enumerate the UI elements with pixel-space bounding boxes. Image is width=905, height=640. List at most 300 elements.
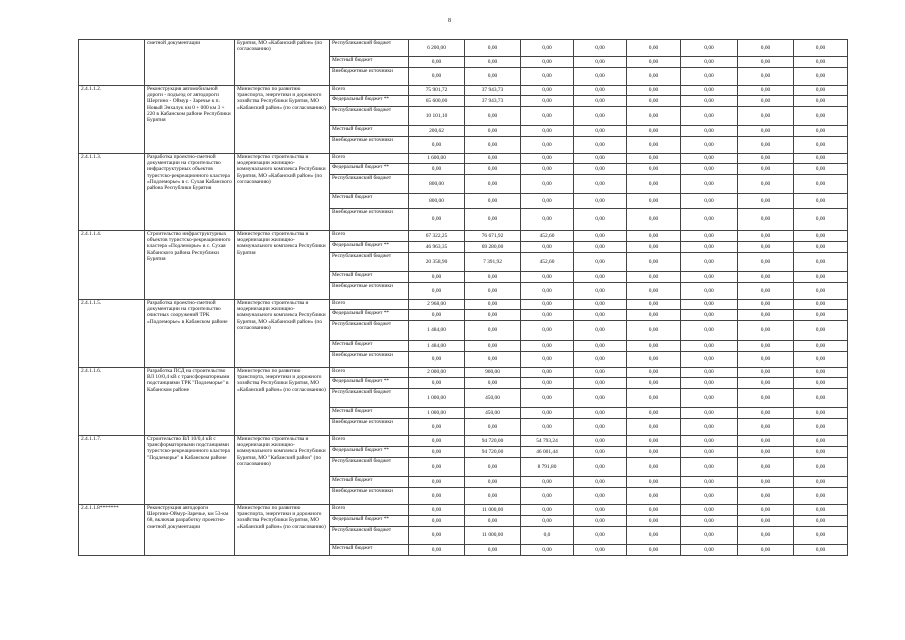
funding-source: Республиканский бюджет bbox=[330, 175, 409, 194]
table-row bbox=[79, 231, 848, 242]
amount-cell: 37 943,73 bbox=[465, 86, 521, 96]
responsible-party: Министерство по развитию транспорта, энергетики и дорожного хозяйства Республики Бурятия, МО «Кабанский район» (по согласованию) bbox=[235, 505, 330, 556]
amount-cell: 0,00 bbox=[794, 300, 848, 310]
amount-cell: 11 000,00 bbox=[465, 505, 521, 516]
amount-cell: 0,00 bbox=[681, 488, 738, 505]
amount-cell: 0,00 bbox=[738, 96, 794, 107]
amount-cell: 0,00 bbox=[627, 68, 681, 86]
amount-cell: 0,00 bbox=[521, 341, 574, 352]
amount-cell: 0,00 bbox=[681, 86, 738, 96]
amount-cell: 0,00 bbox=[738, 389, 794, 408]
amount-cell: 900,00 bbox=[465, 368, 521, 378]
amount-cell: 0,00 bbox=[521, 107, 574, 126]
amount-cell: 0,00 bbox=[794, 154, 848, 164]
funding-source: Внебюджетные источники bbox=[330, 488, 409, 505]
amount-cell: 0,00 bbox=[681, 505, 738, 516]
item-code: 2.4.1.1.2. bbox=[79, 86, 145, 154]
amount-cell: 0,00 bbox=[794, 458, 848, 477]
amount-cell: 0,00 bbox=[627, 253, 681, 272]
amount-cell: 0,00 bbox=[681, 419, 738, 436]
item-code: 2.4.1.1.4. bbox=[79, 231, 145, 300]
amount-cell: 0,00 bbox=[627, 389, 681, 408]
amount-cell: 0,00 bbox=[409, 209, 465, 231]
amount-cell: 0,00 bbox=[794, 253, 848, 272]
amount-cell: 0,00 bbox=[521, 194, 574, 209]
amount-cell: 0,00 bbox=[574, 378, 627, 389]
funding-source: Федеральный бюджет ** bbox=[330, 378, 409, 389]
amount-cell: 0,00 bbox=[574, 545, 627, 556]
amount-cell: 0,00 bbox=[521, 378, 574, 389]
amount-cell: 0,00 bbox=[574, 341, 627, 352]
amount-cell: 0,00 bbox=[465, 488, 521, 505]
funding-source: Всего bbox=[330, 154, 409, 164]
amount-cell: 0,00 bbox=[794, 488, 848, 505]
amount-cell: 0,00 bbox=[738, 488, 794, 505]
amount-cell: 0,00 bbox=[681, 68, 738, 86]
amount-cell: 94 720,00 bbox=[465, 436, 521, 447]
amount-cell: 0,00 bbox=[465, 477, 521, 488]
amount-cell: 0,00 bbox=[738, 253, 794, 272]
amount-cell: 0,00 bbox=[627, 341, 681, 352]
amount-cell: 0,00 bbox=[574, 321, 627, 341]
amount-cell: 0,00 bbox=[738, 505, 794, 516]
amount-cell: 0,00 bbox=[794, 68, 848, 86]
amount-cell: 450,00 bbox=[465, 408, 521, 419]
amount-cell: 450,00 bbox=[465, 389, 521, 408]
amount-cell: 0,00 bbox=[681, 57, 738, 68]
amount-cell: 0,00 bbox=[627, 96, 681, 107]
amount-cell: 0,00 bbox=[738, 352, 794, 368]
amount-cell: 0,00 bbox=[794, 231, 848, 242]
amount-cell: 0,00 bbox=[738, 175, 794, 194]
amount-cell: 0,00 bbox=[681, 436, 738, 447]
amount-cell: 0,00 bbox=[627, 86, 681, 96]
amount-cell: 0,00 bbox=[794, 505, 848, 516]
amount-cell: 0,00 bbox=[574, 175, 627, 194]
funding-source: Внебюджетные источники bbox=[330, 137, 409, 154]
amount-cell: 0,00 bbox=[465, 419, 521, 436]
amount-cell: 0,0 bbox=[521, 527, 574, 545]
amount-cell: 46 001,44 bbox=[521, 447, 574, 458]
amount-cell: 0,00 bbox=[627, 505, 681, 516]
amount-cell: 0,00 bbox=[521, 126, 574, 137]
funding-source: Всего bbox=[330, 86, 409, 96]
funding-source: Местный бюджет bbox=[330, 194, 409, 209]
amount-cell: 0,00 bbox=[627, 57, 681, 68]
amount-cell: 0,00 bbox=[794, 96, 848, 107]
amount-cell: 0,00 bbox=[465, 321, 521, 341]
amount-cell: 0,00 bbox=[738, 164, 794, 175]
amount-cell: 0,00 bbox=[465, 154, 521, 164]
amount-cell: 0,00 bbox=[681, 527, 738, 545]
funding-source: Республиканский бюджет bbox=[330, 321, 409, 341]
funding-source: Федеральный бюджет ** bbox=[330, 310, 409, 321]
amount-cell: 1 484,00 bbox=[409, 321, 465, 341]
responsible-party: Министерство по развитию транспорта, энергетики и дорожного хозяйства Республики Бурятия, МО «Кабанский район» (по согласованию) bbox=[235, 368, 330, 436]
amount-cell: 0,00 bbox=[521, 96, 574, 107]
amount-cell: 0,00 bbox=[465, 300, 521, 310]
amount-cell: 0,00 bbox=[521, 209, 574, 231]
amount-cell: 0,00 bbox=[409, 447, 465, 458]
amount-cell: 0,00 bbox=[521, 505, 574, 516]
amount-cell: 0,00 bbox=[681, 272, 738, 283]
amount-cell: 0,00 bbox=[681, 477, 738, 488]
amount-cell: 0,00 bbox=[681, 253, 738, 272]
amount-cell: 0,00 bbox=[409, 527, 465, 545]
item-code bbox=[79, 40, 145, 86]
funding-source: Республиканский бюджет bbox=[330, 458, 409, 477]
amount-cell: 0,00 bbox=[521, 352, 574, 368]
amount-cell: 200,62 bbox=[409, 126, 465, 137]
amount-cell: 0,00 bbox=[574, 272, 627, 283]
funding-source: Республиканский бюджет bbox=[330, 40, 409, 57]
amount-cell: 0,00 bbox=[574, 231, 627, 242]
amount-cell: 0,00 bbox=[738, 447, 794, 458]
amount-cell: 0,00 bbox=[574, 488, 627, 505]
amount-cell: 0,00 bbox=[465, 40, 521, 57]
amount-cell: 0,00 bbox=[521, 68, 574, 86]
amount-cell: 0,00 bbox=[521, 477, 574, 488]
amount-cell: 0,00 bbox=[738, 341, 794, 352]
amount-cell: 0,00 bbox=[627, 488, 681, 505]
funding-source: Местный бюджет bbox=[330, 57, 409, 68]
amount-cell: 0,00 bbox=[738, 57, 794, 68]
amount-cell: 0,00 bbox=[465, 378, 521, 389]
amount-cell: 0,00 bbox=[738, 378, 794, 389]
amount-cell: 0,00 bbox=[409, 516, 465, 527]
amount-cell: 10 101,10 bbox=[409, 107, 465, 126]
amount-cell: 0,00 bbox=[465, 272, 521, 283]
amount-cell: 0,00 bbox=[794, 57, 848, 68]
funding-source: Местный бюджет bbox=[330, 341, 409, 352]
amount-cell: 0,00 bbox=[627, 164, 681, 175]
amount-cell: 0,00 bbox=[627, 419, 681, 436]
amount-cell: 0,00 bbox=[409, 477, 465, 488]
responsible-party: Министерство строительства и модернизации жилищно-коммунального комплекса Республики Бурятия, МО «Кабанский район» (по согласованию) bbox=[235, 300, 330, 368]
funding-source: Всего bbox=[330, 368, 409, 378]
amount-cell: 0,00 bbox=[409, 436, 465, 447]
amount-cell: 800,00 bbox=[409, 194, 465, 209]
amount-cell: 0,00 bbox=[794, 378, 848, 389]
amount-cell: 0,00 bbox=[465, 310, 521, 321]
amount-cell: 0,00 bbox=[794, 283, 848, 300]
funding-source: Местный бюджет bbox=[330, 545, 409, 556]
amount-cell: 94 720,00 bbox=[465, 447, 521, 458]
amount-cell: 0,00 bbox=[681, 40, 738, 57]
amount-cell: 67 322,25 bbox=[409, 231, 465, 242]
amount-cell: 0,00 bbox=[627, 436, 681, 447]
amount-cell: 0,00 bbox=[738, 436, 794, 447]
funding-source: Внебюджетные источники bbox=[330, 209, 409, 231]
responsible-party: Министерство строительства и модернизации жилищно-коммунального комплекса Республики Бурятия, МО "Кабанский район" (по согласованию) bbox=[235, 436, 330, 505]
amount-cell: 0,00 bbox=[794, 321, 848, 341]
funding-source: Внебюджетные источники bbox=[330, 68, 409, 86]
item-name: Строительство ВЛ 10/0,4 кВ с трансформаторными подстанциями туристско-рекреационного кластера "Подлеморье" в Кабанском районе bbox=[145, 436, 235, 505]
amount-cell: 0,00 bbox=[794, 194, 848, 209]
amount-cell: 0,00 bbox=[409, 458, 465, 477]
amount-cell: 2 000,00 bbox=[409, 368, 465, 378]
item-code: 2.4.1.1.5. bbox=[79, 300, 145, 368]
amount-cell: 0,00 bbox=[738, 242, 794, 253]
amount-cell: 0,00 bbox=[738, 194, 794, 209]
amount-cell: 0,00 bbox=[574, 368, 627, 378]
amount-cell: 0,00 bbox=[409, 378, 465, 389]
amount-cell: 0,00 bbox=[627, 527, 681, 545]
amount-cell: 0,00 bbox=[627, 458, 681, 477]
amount-cell: 7 391,92 bbox=[465, 253, 521, 272]
amount-cell: 0,00 bbox=[521, 408, 574, 419]
funding-source: Местный бюджет bbox=[330, 272, 409, 283]
amount-cell: 2 968,00 bbox=[409, 300, 465, 310]
responsible-party: Министерство по развитию транспорта, энергетики и дорожного хозяйства Республики Бурятия, МО «Кабанский район» (по согласованию) bbox=[235, 86, 330, 154]
amount-cell: 0,00 bbox=[794, 516, 848, 527]
amount-cell: 0,00 bbox=[521, 389, 574, 408]
amount-cell: 0,00 bbox=[521, 272, 574, 283]
amount-cell: 6 200,00 bbox=[409, 40, 465, 57]
amount-cell: 0,00 bbox=[574, 68, 627, 86]
table-row bbox=[79, 300, 848, 310]
amount-cell: 69 280,00 bbox=[465, 242, 521, 253]
amount-cell: 0,00 bbox=[627, 194, 681, 209]
amount-cell: 0,00 bbox=[465, 57, 521, 68]
amount-cell: 0,00 bbox=[574, 154, 627, 164]
amount-cell: 0,00 bbox=[521, 57, 574, 68]
funding-source: Федеральный бюджет ** bbox=[330, 164, 409, 175]
amount-cell: 0,00 bbox=[627, 447, 681, 458]
amount-cell: 0,00 bbox=[794, 477, 848, 488]
amount-cell: 0,00 bbox=[574, 477, 627, 488]
amount-cell: 0,00 bbox=[521, 545, 574, 556]
amount-cell: 0,00 bbox=[574, 126, 627, 137]
amount-cell: 0,00 bbox=[627, 209, 681, 231]
amount-cell: 0,00 bbox=[681, 96, 738, 107]
funding-source: Местный бюджет bbox=[330, 477, 409, 488]
item-name: Реконструкция автодороги Шергино-Оймур-Заречье, км 53-км 68, включая разработку проектно-сметной документации bbox=[145, 505, 235, 556]
amount-cell: 0,00 bbox=[521, 86, 574, 96]
amount-cell: 0,00 bbox=[681, 242, 738, 253]
amount-cell: 0,00 bbox=[521, 488, 574, 505]
amount-cell: 0,00 bbox=[681, 368, 738, 378]
amount-cell: 0,00 bbox=[681, 458, 738, 477]
amount-cell: 0,00 bbox=[465, 545, 521, 556]
amount-cell: 0,00 bbox=[794, 209, 848, 231]
amount-cell: 0,00 bbox=[681, 310, 738, 321]
amount-cell: 76 671,92 bbox=[465, 231, 521, 242]
amount-cell: 37 943,73 bbox=[465, 96, 521, 107]
responsible-party: Министерство строительства и модернизации жилищно-коммунального комплекса Республики Бурятия, МО «Кабанский район» (по согласованию) bbox=[235, 154, 330, 231]
item-name: Разработка проектно-сметной документации на строительство очистных сооружений ТРК «Подлеморье» в Кабанском районе bbox=[145, 300, 235, 368]
amount-cell: 0,00 bbox=[465, 516, 521, 527]
amount-cell: 0,00 bbox=[574, 86, 627, 96]
amount-cell: 0,00 bbox=[627, 126, 681, 137]
amount-cell: 0,00 bbox=[409, 352, 465, 368]
amount-cell: 65 600,00 bbox=[409, 96, 465, 107]
amount-cell: 0,00 bbox=[794, 419, 848, 436]
amount-cell: 0,00 bbox=[521, 300, 574, 310]
amount-cell: 0,00 bbox=[627, 321, 681, 341]
amount-cell: 0,00 bbox=[681, 231, 738, 242]
amount-cell: 0,00 bbox=[627, 175, 681, 194]
funding-source: Всего bbox=[330, 231, 409, 242]
funding-source: Всего bbox=[330, 436, 409, 447]
amount-cell: 0,00 bbox=[627, 231, 681, 242]
amount-cell: 0,00 bbox=[738, 310, 794, 321]
amount-cell: 0,00 bbox=[627, 283, 681, 300]
table-row bbox=[79, 436, 848, 447]
table-row bbox=[79, 86, 848, 96]
funding-source: Республиканский бюджет bbox=[330, 253, 409, 272]
funding-source: Всего bbox=[330, 505, 409, 516]
amount-cell: 0,00 bbox=[574, 137, 627, 154]
funding-source: Федеральный бюджет ** bbox=[330, 447, 409, 458]
table-row bbox=[79, 368, 848, 378]
amount-cell: 0,00 bbox=[681, 126, 738, 137]
amount-cell: 0,00 bbox=[465, 283, 521, 300]
funding-source: Федеральный бюджет ** bbox=[330, 242, 409, 253]
amount-cell: 0,00 bbox=[627, 107, 681, 126]
amount-cell: 1 000,00 bbox=[409, 389, 465, 408]
amount-cell: 0,00 bbox=[681, 378, 738, 389]
amount-cell: 1 000,00 bbox=[409, 408, 465, 419]
amount-cell: 0,00 bbox=[574, 458, 627, 477]
amount-cell: 0,00 bbox=[681, 164, 738, 175]
table-row bbox=[79, 154, 848, 164]
amount-cell: 20 358,90 bbox=[409, 253, 465, 272]
funding-source: Республиканский бюджет bbox=[330, 389, 409, 408]
amount-cell: 0,00 bbox=[681, 545, 738, 556]
amount-cell: 0,00 bbox=[627, 272, 681, 283]
amount-cell: 0,00 bbox=[409, 505, 465, 516]
amount-cell: 0,00 bbox=[738, 126, 794, 137]
funding-source: Местный бюджет bbox=[330, 408, 409, 419]
amount-cell: 0,00 bbox=[574, 310, 627, 321]
funding-source: Местный бюджет bbox=[330, 126, 409, 137]
amount-cell: 0,00 bbox=[521, 419, 574, 436]
amount-cell: 0,00 bbox=[409, 310, 465, 321]
amount-cell: 0,00 bbox=[574, 194, 627, 209]
amount-cell: 0,00 bbox=[574, 96, 627, 107]
amount-cell: 0,00 bbox=[409, 419, 465, 436]
amount-cell: 0,00 bbox=[521, 310, 574, 321]
item-name: Строительство инфраструктурных объектов туристско-рекреационного кластера «Подлеморье» в с. Сухая Кабанского района Республики Бурятия bbox=[145, 231, 235, 300]
amount-cell: 0,00 bbox=[681, 194, 738, 209]
amount-cell: 0,00 bbox=[794, 545, 848, 556]
amount-cell: 0,00 bbox=[738, 408, 794, 419]
amount-cell: 0,00 bbox=[627, 154, 681, 164]
amount-cell: 0,00 bbox=[681, 154, 738, 164]
amount-cell: 0,00 bbox=[681, 321, 738, 341]
amount-cell: 0,00 bbox=[521, 321, 574, 341]
item-code: 2.4.1.1.8******* bbox=[79, 505, 145, 556]
amount-cell: 0,00 bbox=[574, 352, 627, 368]
amount-cell: 0,00 bbox=[681, 300, 738, 310]
amount-cell: 0,00 bbox=[409, 545, 465, 556]
amount-cell: 0,00 bbox=[627, 40, 681, 57]
amount-cell: 46 963,35 bbox=[409, 242, 465, 253]
amount-cell: 0,00 bbox=[681, 209, 738, 231]
amount-cell: 0,00 bbox=[574, 40, 627, 57]
amount-cell: 0,00 bbox=[681, 341, 738, 352]
funding-source: Федеральный бюджет ** bbox=[330, 516, 409, 527]
amount-cell: 0,00 bbox=[465, 352, 521, 368]
funding-source: Республиканский бюджет bbox=[330, 107, 409, 126]
budget-table bbox=[78, 39, 848, 556]
amount-cell: 0,00 bbox=[465, 107, 521, 126]
amount-cell: 0,00 bbox=[574, 389, 627, 408]
amount-cell: 75 901,72 bbox=[409, 86, 465, 96]
amount-cell: 0,00 bbox=[627, 408, 681, 419]
amount-cell: 0,00 bbox=[794, 310, 848, 321]
amount-cell: 0,00 bbox=[574, 408, 627, 419]
amount-cell: 0,00 bbox=[738, 516, 794, 527]
amount-cell: 0,00 bbox=[738, 68, 794, 86]
amount-cell: 452,60 bbox=[521, 253, 574, 272]
amount-cell: 0,00 bbox=[681, 352, 738, 368]
amount-cell: 0,00 bbox=[574, 57, 627, 68]
amount-cell: 0,00 bbox=[681, 107, 738, 126]
amount-cell: 0,00 bbox=[574, 436, 627, 447]
funding-source: Внебюджетные источники bbox=[330, 419, 409, 436]
amount-cell: 0,00 bbox=[574, 516, 627, 527]
amount-cell: 0,00 bbox=[738, 458, 794, 477]
amount-cell: 0,00 bbox=[738, 419, 794, 436]
item-code: 2.4.1.1.6. bbox=[79, 368, 145, 436]
amount-cell: 0,00 bbox=[574, 209, 627, 231]
amount-cell: 54 793,24 bbox=[521, 436, 574, 447]
amount-cell: 0,00 bbox=[794, 368, 848, 378]
amount-cell: 8 791,80 bbox=[521, 458, 574, 477]
amount-cell: 800,00 bbox=[409, 175, 465, 194]
item-name: Разработка ПСД на строительство ВЛ 10/0,4 кВ с трансформаторными подстанциями ТРК "Подлеморье" в Кабанском районе bbox=[145, 368, 235, 436]
amount-cell: 0,00 bbox=[465, 126, 521, 137]
amount-cell: 0,00 bbox=[465, 68, 521, 86]
amount-cell: 0,00 bbox=[738, 368, 794, 378]
amount-cell: 0,00 bbox=[627, 352, 681, 368]
amount-cell: 0,00 bbox=[465, 458, 521, 477]
amount-cell: 0,00 bbox=[574, 419, 627, 436]
amount-cell: 0,00 bbox=[627, 477, 681, 488]
amount-cell: 0,00 bbox=[574, 242, 627, 253]
amount-cell: 0,00 bbox=[794, 447, 848, 458]
amount-cell: 0,00 bbox=[738, 40, 794, 57]
amount-cell: 0,00 bbox=[681, 175, 738, 194]
amount-cell: 0,00 bbox=[738, 86, 794, 96]
amount-cell: 0,00 bbox=[794, 107, 848, 126]
item-name: Реконструкция автомобильной дороги - подъезд от автодороги Шергино - Оймур - Заречье к п. Новый Энхалук км 0 + 000 км 3 + 220 в Кабанском районе Республики Бурятия bbox=[145, 86, 235, 154]
amount-cell: 0,00 bbox=[794, 126, 848, 137]
amount-cell: 0,00 bbox=[681, 516, 738, 527]
funding-source: Внебюджетные источники bbox=[330, 352, 409, 368]
amount-cell: 0,00 bbox=[738, 283, 794, 300]
amount-cell: 0,00 bbox=[627, 310, 681, 321]
item-code: 2.4.1.1.7. bbox=[79, 436, 145, 505]
amount-cell: 0,00 bbox=[409, 137, 465, 154]
amount-cell: 1 600,00 bbox=[409, 154, 465, 164]
table-row bbox=[79, 505, 848, 516]
amount-cell: 0,00 bbox=[794, 272, 848, 283]
amount-cell: 0,00 bbox=[574, 253, 627, 272]
amount-cell: 0,00 bbox=[465, 137, 521, 154]
amount-cell: 0,00 bbox=[465, 194, 521, 209]
amount-cell: 0,00 bbox=[738, 477, 794, 488]
amount-cell: 0,00 bbox=[627, 137, 681, 154]
page-number: 8 bbox=[448, 18, 451, 24]
funding-source: Внебюджетные источники bbox=[330, 283, 409, 300]
amount-cell: 0,00 bbox=[627, 378, 681, 389]
amount-cell: 0,00 bbox=[409, 68, 465, 86]
item-name: Разработка проектно-сметной документации на строительство инфраструктурных объектов туристско-рекреационного кластера «Подлеморье» в с. Сухая Кабанского района Республики Бурятия bbox=[145, 154, 235, 231]
item-code: 2.4.1.1.3. bbox=[79, 154, 145, 231]
